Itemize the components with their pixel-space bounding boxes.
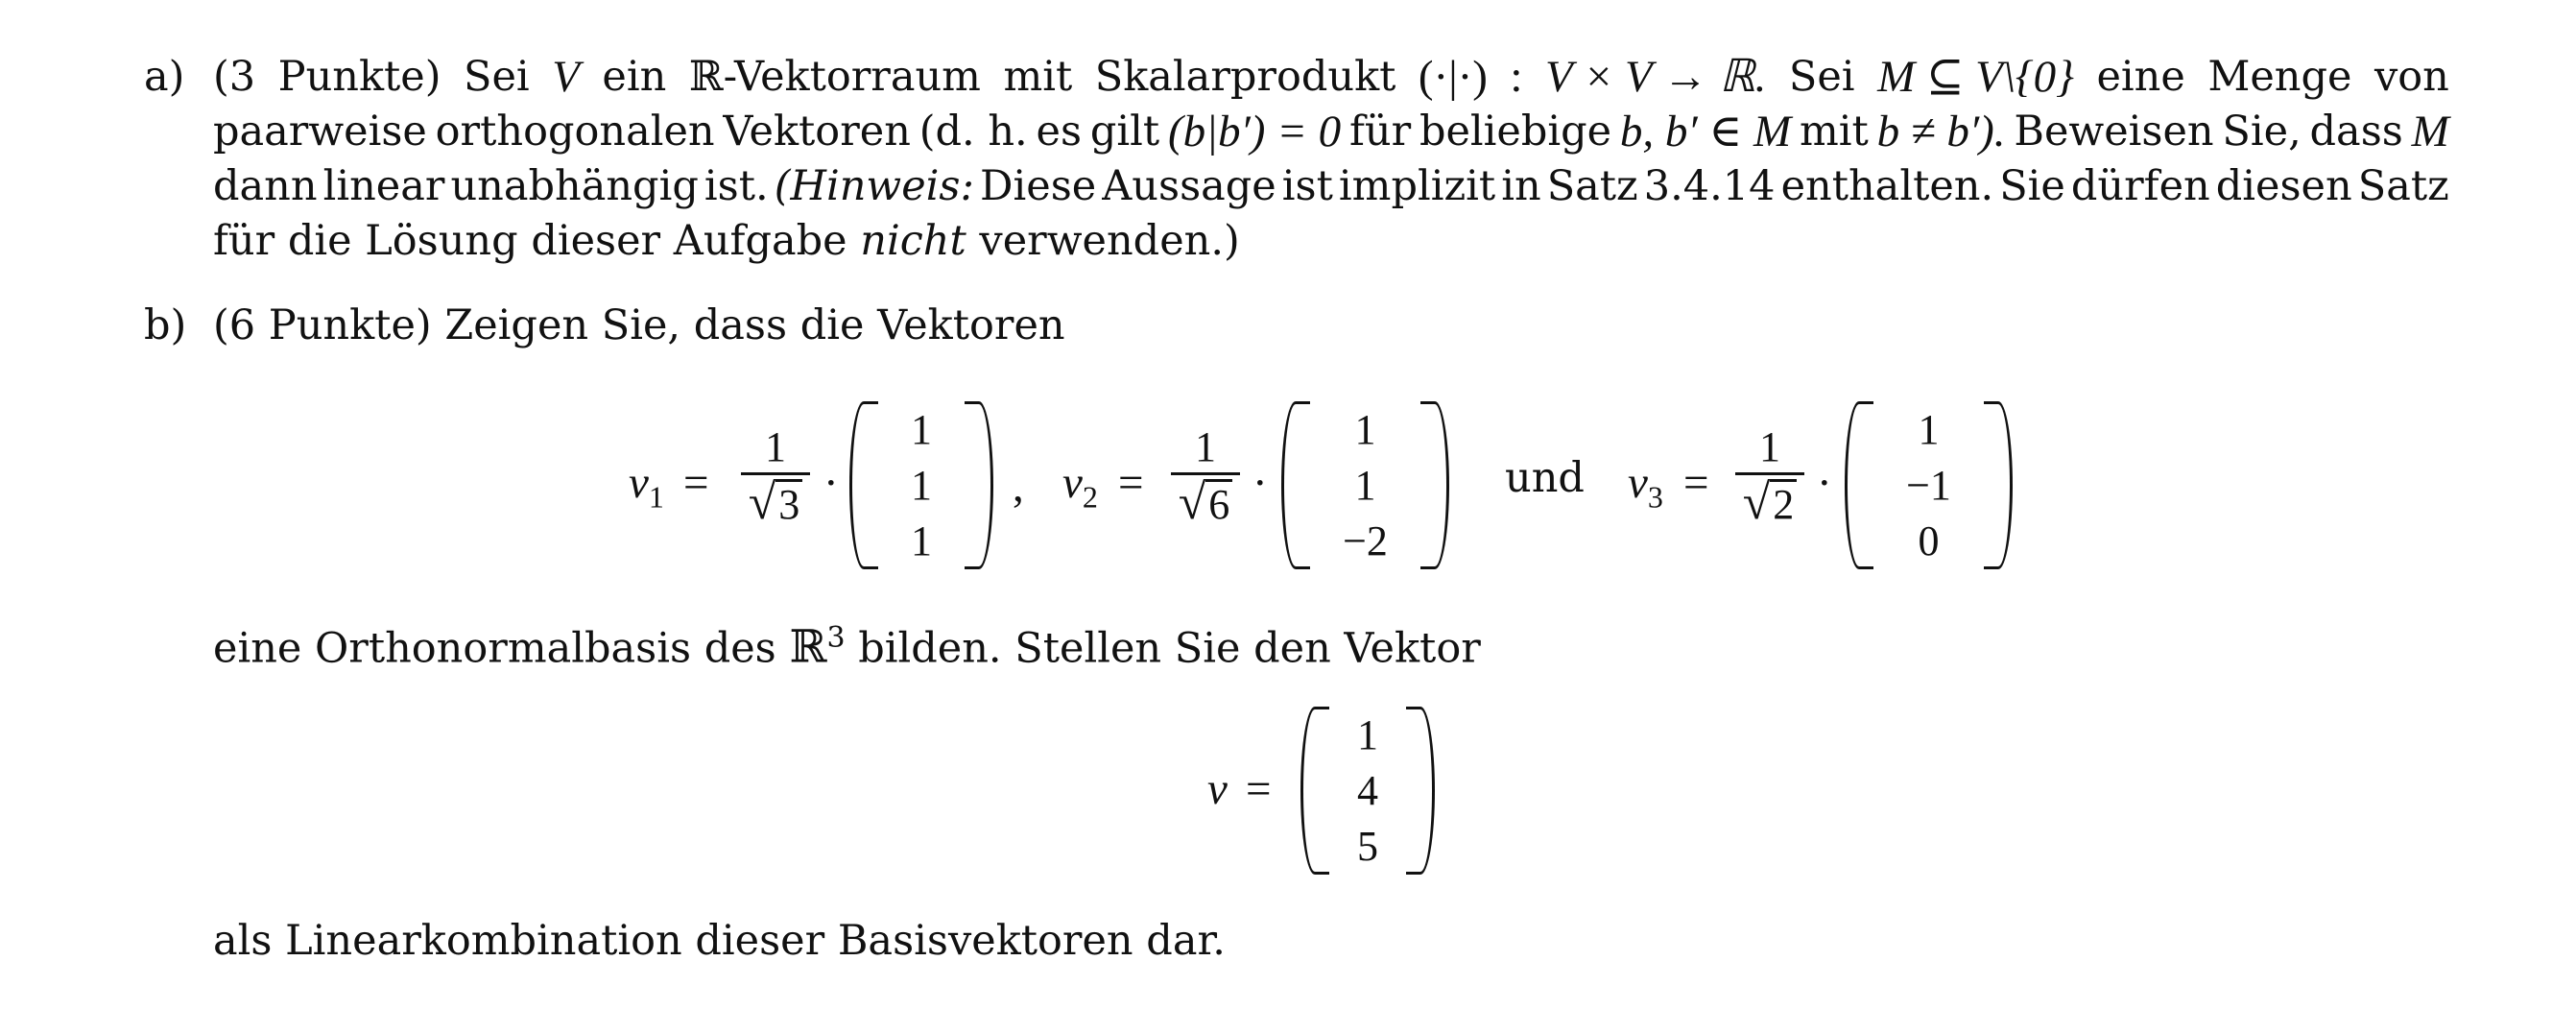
math-mapping: V × V → ℝ. — [1544, 52, 1767, 102]
right-paren — [965, 401, 993, 569]
word: (3 — [213, 53, 256, 101]
math-orthogonality: (b|b′) = 0 — [1167, 107, 1342, 156]
right-paren — [1420, 401, 1449, 569]
word: orthogonalen — [435, 108, 715, 156]
v2-entries — [1310, 401, 1420, 569]
math-b-in-M: b, b′ ∈ M — [1619, 107, 1792, 156]
vector-entry: 1 — [911, 461, 932, 509]
word: Aussage — [1102, 162, 1276, 210]
part-a-line-2 — [213, 105, 2449, 159]
v2-fraction: 1 √ 6 — [1171, 422, 1240, 528]
word: dann — [213, 162, 318, 210]
word: Satz — [2357, 162, 2449, 210]
part-a-line-1 — [213, 50, 2449, 105]
v3-fraction: 1 √ 2 — [1735, 422, 1804, 528]
word: ist. — [704, 162, 769, 210]
v1-entries — [878, 401, 965, 569]
basis-sentence — [213, 611, 1481, 676]
word: in — [1501, 162, 1541, 210]
math-M-subset: M ⊆ V\{0} — [1877, 52, 2074, 102]
und-word: und — [1505, 454, 1585, 502]
math-exponent: 3 — [826, 621, 846, 655]
v1-fraction: 1 √ 3 — [741, 422, 810, 528]
v2-vector — [1281, 401, 1449, 569]
math-V: V — [552, 52, 580, 102]
vector-entry: 1 — [1918, 405, 1940, 453]
vector-entry: 1 — [911, 517, 932, 565]
part-a-line-4-text: für die Lösung dieser Aufgabe nicht verwenden.) — [213, 217, 1240, 265]
right-paren — [1406, 707, 1435, 875]
word: ℝ-Vektorraum — [688, 53, 981, 101]
word: Sei — [464, 53, 530, 101]
v3-symbol: $v_3$ — [1628, 458, 1663, 515]
v3-entries — [1873, 401, 1984, 569]
word: paarweise — [213, 108, 427, 156]
word: gilt — [1089, 108, 1160, 156]
word: Vektoren — [723, 108, 911, 156]
equals-sign: = — [1683, 458, 1709, 508]
comma: , — [1013, 462, 1024, 512]
math-inner-product: (·|·) — [1418, 52, 1488, 102]
word: eine — [2096, 53, 2185, 101]
equals-sign: = — [1246, 764, 1272, 814]
v-vector — [1300, 707, 1435, 875]
hint-word: (Hinweis: — [774, 162, 974, 210]
math-M: M — [2411, 107, 2449, 156]
word: es — [1036, 108, 1083, 156]
v3-vector — [1845, 401, 2013, 569]
basis-text-before: eine Orthonormalbasis des — [213, 624, 790, 673]
right-paren — [1984, 401, 2013, 569]
v1-symbol: $v_1$ — [629, 458, 664, 515]
v-symbol: v — [1207, 764, 1228, 814]
left-paren — [1300, 707, 1329, 875]
part-a-line-4 — [213, 214, 1240, 269]
vector-entry: 4 — [1357, 766, 1378, 814]
word: Satz — [1546, 162, 1638, 210]
part-a-line-3 — [213, 159, 2449, 214]
word: dürfen — [2070, 162, 2210, 210]
word: Sei — [1788, 53, 1855, 101]
part-b-intro: (6 Punkte) Zeigen Sie, dass die Vektoren — [213, 301, 1065, 349]
word: beliebige — [1419, 108, 1612, 156]
word: Sie — [1999, 162, 2065, 210]
word: 3.4.14 — [1643, 162, 1776, 210]
v2-symbol: $v_2$ — [1062, 458, 1098, 515]
vector-entry: 1 — [911, 405, 932, 453]
word: Sie, — [2222, 108, 2302, 156]
math-b-neq: b ≠ b′). — [1876, 107, 2006, 156]
word: (d. h. — [918, 108, 1028, 156]
dot-operator: · — [823, 458, 839, 508]
vector-entry: 1 — [1357, 710, 1378, 758]
dot-operator: · — [1817, 458, 1832, 508]
word: implizit — [1338, 162, 1496, 210]
word: ein — [602, 53, 667, 101]
equals-sign: = — [683, 458, 709, 508]
left-paren — [849, 401, 878, 569]
equals-sign: = — [1118, 458, 1144, 508]
v1-vector — [849, 401, 993, 569]
word: von — [2373, 53, 2449, 101]
word: diesen — [2215, 162, 2352, 210]
word: Diese — [980, 162, 1097, 210]
left-paren — [1845, 401, 1873, 569]
word: Menge — [2207, 53, 2352, 101]
word: Punkte) — [277, 53, 441, 101]
word: unabhängig — [450, 162, 699, 210]
word: ist — [1281, 162, 1333, 210]
left-paren — [1281, 401, 1310, 569]
word: dass — [2309, 108, 2403, 156]
vector-entry: 1 — [1354, 461, 1376, 509]
basis-text-after: bilden. Stellen Sie den Vektor — [845, 624, 1481, 673]
word: Beweisen — [2014, 108, 2214, 156]
vector-entry: −1 — [1906, 461, 1951, 509]
word: Skalarprodukt — [1094, 53, 1396, 101]
word: mit — [1799, 108, 1869, 156]
part-a-label: a) — [144, 53, 185, 101]
vector-entry: 1 — [1354, 405, 1376, 453]
word: linear — [322, 162, 445, 210]
math-R: ℝ — [789, 622, 827, 673]
dot-operator: · — [1252, 458, 1268, 508]
vector-entry: −2 — [1343, 517, 1388, 565]
word: mit — [1003, 53, 1073, 101]
closing-sentence: als Linearkombination dieser Basisvektoren dar. — [213, 917, 1226, 965]
part-b-label: b) — [144, 301, 187, 349]
word: für — [1348, 108, 1412, 156]
vector-entry: 0 — [1918, 517, 1940, 565]
vector-entry: 5 — [1357, 823, 1378, 871]
v-entries — [1329, 707, 1406, 875]
word: enthalten. — [1780, 162, 1994, 210]
math-colon: : — [1510, 52, 1523, 102]
